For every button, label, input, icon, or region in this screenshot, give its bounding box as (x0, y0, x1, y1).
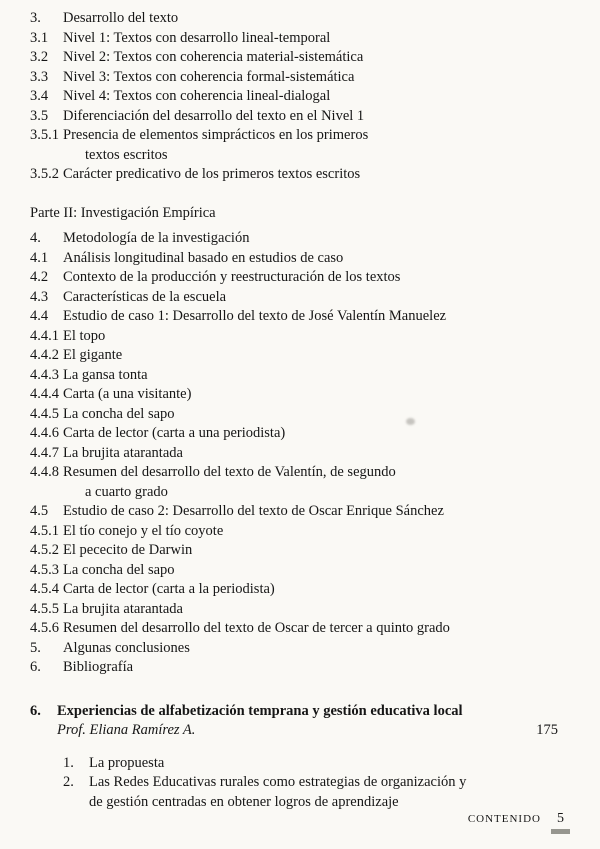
toc-entry-number: 4.5.6 (30, 620, 59, 636)
toc-entry-text: El tío conejo y el tío coyote (63, 522, 224, 539)
toc-entry-text: Características de la escuela (63, 288, 227, 305)
toc-entry-text: La propuesta (89, 754, 165, 771)
toc-entry-number: 4.4.7 (30, 444, 59, 461)
toc-entry (30, 107, 572, 127)
toc-entry-text: Nivel 1: Textos con desarrollo lineal-temporal (63, 29, 331, 46)
toc-entry (30, 126, 572, 146)
toc-entry-text: Resumen del desarrollo del texto de Valentín, de segundo (63, 464, 396, 480)
toc-entry-text: Estudio de caso 1: Desarrollo del texto de José Valentín Manuelez (63, 308, 447, 324)
toc-entry-number: 3.1 (30, 29, 49, 46)
toc-entry (30, 502, 572, 522)
toc-entry-number: 4.5.5 (30, 600, 59, 617)
toc-entry-number: 4.4.3 (30, 366, 59, 383)
toc-entry-text: Nivel 2: Textos con coherencia material-sistemática (63, 49, 364, 65)
toc-entry-text: Carta (a una visitante) (63, 386, 192, 402)
toc-entry (30, 639, 572, 659)
toc-entry-text: Metodología de la investigación (63, 230, 250, 246)
toc-entry-number: 4.5.3 (30, 561, 59, 578)
chapter-heading (30, 702, 572, 722)
toc-entry-text: Nivel 4: Textos con coherencia lineal-dialogal (63, 88, 331, 104)
toc-entry (30, 522, 572, 542)
toc-entry-text: Análisis longitudinal basado en estudios de caso (63, 249, 344, 266)
chapter-page-number: 175 (536, 722, 558, 738)
toc-entry-number: 4.5.4 (30, 581, 59, 597)
toc-entry-text-continued: de gestión centradas en obtener logros de aprendizaje (89, 793, 399, 810)
toc-entry-number: 4.4 (30, 308, 49, 324)
toc-entry-number: 4.1 (30, 249, 49, 266)
chapter-title: Experiencias de alfabetización temprana y gestión educativa local (57, 702, 463, 719)
toc-entry-number: 3.4 (30, 88, 49, 104)
toc-entry (30, 463, 572, 483)
toc-entry-number: 4.5.2 (30, 542, 59, 558)
toc-entry-text: La brujita atarantada (63, 600, 183, 617)
toc-entry (30, 561, 572, 581)
toc-entry (30, 29, 572, 49)
toc-entry-number: 3.3 (30, 68, 49, 85)
toc-entry (30, 444, 572, 464)
chapter-subitems (63, 754, 572, 813)
toc-entry (30, 600, 572, 620)
scan-artifact (406, 418, 415, 425)
toc-entry (63, 754, 572, 774)
toc-entry-number: 6. (30, 659, 41, 675)
toc-entry (30, 68, 572, 88)
toc-entry (30, 424, 572, 444)
toc-entry-text: Algunas conclusiones (63, 639, 190, 656)
toc-entry (30, 405, 572, 425)
toc-entry (30, 9, 572, 29)
toc-entry-text: Bibliografía (63, 659, 134, 675)
toc-entry-text: Contexto de la producción y reestructuración de los textos (63, 269, 401, 285)
chapter-author-row (57, 721, 572, 741)
toc-entry-number: 4.4.5 (30, 405, 59, 422)
toc-entry (30, 165, 572, 185)
toc-entry-text: Carta de lector (carta a la periodista) (63, 581, 275, 597)
toc-entry-text: El topo (63, 327, 106, 344)
toc-entry-text: Carta de lector (carta a una periodista) (63, 425, 286, 441)
toc-entry-text-continued: textos escritos (85, 146, 168, 163)
chapter-author: Prof. Eliana Ramírez A. (57, 722, 196, 738)
toc-entry-text: La concha del sapo (63, 405, 175, 422)
toc-entry-text: La gansa tonta (63, 366, 148, 383)
toc-entry-text: Estudio de caso 2: Desarrollo del texto de Oscar Enrique Sánchez (63, 503, 444, 519)
toc-entry-text: Resumen del desarrollo del texto de Oscar de tercer a quinto grado (63, 620, 450, 636)
toc-entry-number: 4. (30, 230, 41, 246)
toc-entry-number: 3.5.1 (30, 127, 59, 143)
toc-entry (30, 658, 572, 678)
chapter-number: 6. (30, 702, 41, 719)
toc-list (30, 9, 572, 678)
toc-entry-number: 4.4.4 (30, 386, 59, 402)
part-heading (30, 204, 572, 224)
toc-entry (30, 580, 572, 600)
toc-entry (30, 366, 572, 386)
toc-entry-number: 3.5.2 (30, 166, 59, 182)
toc-entry-text: Presencia de elementos simprácticos en los primeros (63, 127, 369, 143)
toc-entry (30, 268, 572, 288)
toc-entry-text: Nivel 3: Textos con coherencia formal-sistemática (63, 68, 355, 85)
toc-entry-text: El pececito de Darwin (63, 542, 193, 558)
toc-entry-number: 2. (63, 774, 74, 790)
page-number-underline (551, 809, 570, 835)
toc-entry-number: 4.5.1 (30, 522, 59, 539)
toc-entry-text-continued: a cuarto grado (85, 483, 168, 500)
toc-entry-number: 4.4.1 (30, 327, 59, 344)
toc-entry (30, 619, 572, 639)
toc-entry-number: 4.3 (30, 288, 49, 305)
toc-entry-number: 4.2 (30, 269, 49, 285)
toc-entry (30, 48, 572, 68)
chapter-6-entry (30, 702, 572, 813)
toc-entry-number: 4.5 (30, 503, 49, 519)
toc-entry-text: Las Redes Educativas rurales como estrategias de organización y (89, 774, 467, 790)
toc-entry-number: 4.4.2 (30, 347, 59, 363)
toc-entry (30, 346, 572, 366)
toc-entry (30, 307, 572, 327)
toc-entry-number: 3.2 (30, 49, 49, 65)
toc-entry-text: Parte II: Investigación Empírica (30, 204, 216, 221)
toc-entry-number: 4.4.8 (30, 464, 59, 480)
toc-entry (30, 327, 572, 347)
footer-label: CONTENIDO (467, 812, 541, 825)
page-footer (468, 809, 570, 835)
toc-entry-text: Desarrollo del texto (63, 10, 179, 26)
toc-entry (30, 541, 572, 561)
toc-entry (63, 773, 572, 793)
toc-entry-number: 1. (63, 754, 74, 771)
toc-entry-number: 3.5 (30, 107, 49, 124)
toc-entry-text: La brujita atarantada (63, 444, 183, 461)
toc-entry (30, 229, 572, 249)
toc-entry-text: Diferenciación del desarrollo del texto en el Nivel 1 (63, 107, 365, 124)
toc-entry-number: 3. (30, 10, 41, 26)
toc-entry (30, 249, 572, 269)
toc-entry (30, 385, 572, 405)
toc-entry-text: La concha del sapo (63, 561, 175, 578)
toc-entry (30, 288, 572, 308)
footer-page-number: 5 (557, 810, 564, 826)
toc-entry-text: Carácter predicativo de los primeros textos escritos (63, 166, 361, 182)
toc-entry-text: El gigante (63, 347, 123, 363)
toc-entry-number: 4.4.6 (30, 425, 59, 441)
toc-entry-number: 5. (30, 639, 41, 656)
toc-entry (30, 87, 572, 107)
